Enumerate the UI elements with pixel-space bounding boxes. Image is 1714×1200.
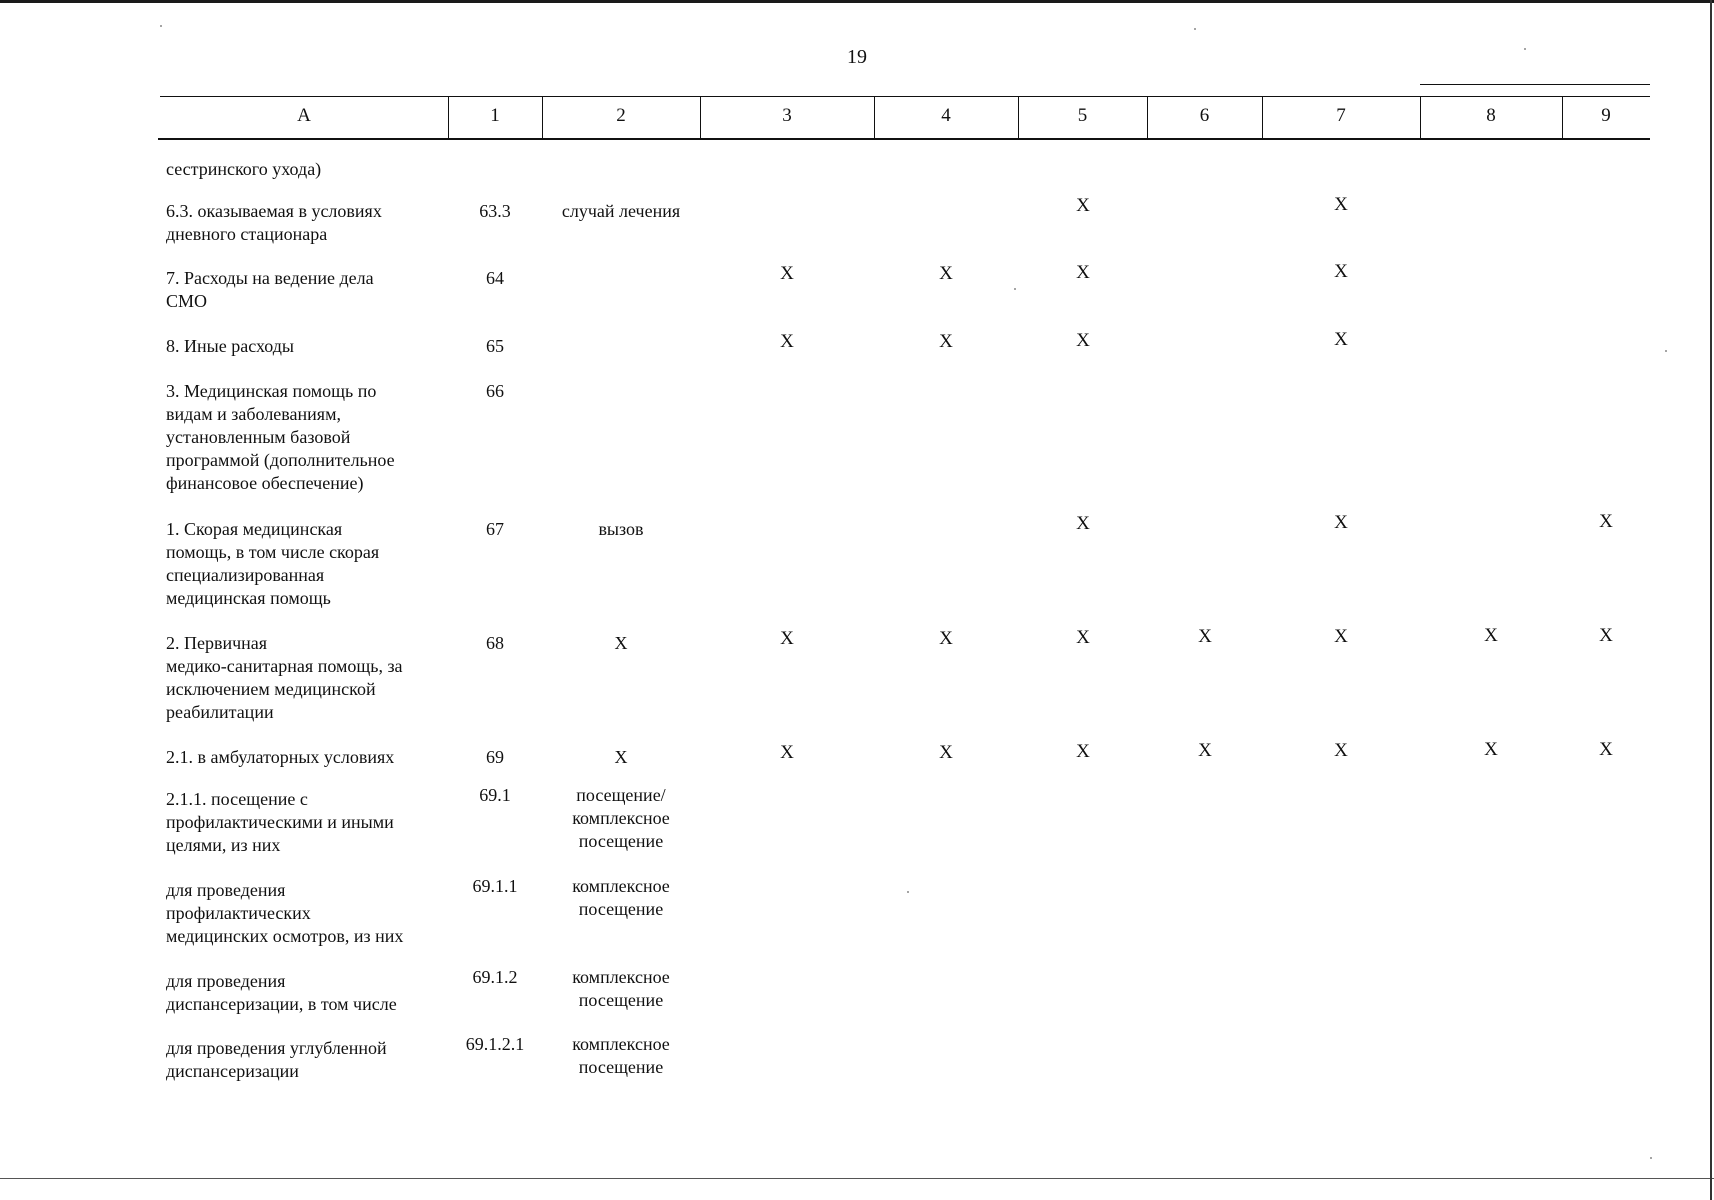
row-name: 3. Медицинская помощь по видам и заболеваниям, установленным базовой программой (дополнительное финансовое обеспечение)	[166, 381, 395, 493]
row-code: 63.3	[479, 201, 511, 221]
row-code: 66	[486, 381, 504, 401]
cross-mark: X	[939, 741, 953, 763]
row-code: 64	[486, 268, 504, 288]
row-code: 67	[486, 519, 504, 539]
row-name: 2.1.1. посещение с профилактическими и иными целями, из них	[166, 789, 394, 855]
header-cell: А	[297, 105, 311, 126]
header-cell: 5	[1077, 105, 1088, 126]
scan-speck	[1194, 28, 1196, 30]
header-cell: 1	[490, 105, 500, 126]
header-cell: 4	[941, 105, 951, 126]
row-name: для проведения углубленной диспансеризации	[166, 1038, 387, 1081]
row-unit: вызов	[598, 519, 644, 539]
scan-speck	[1665, 350, 1667, 352]
row-name: 2.1. в амбулаторных условиях	[166, 747, 395, 767]
row-name: для проведения диспансеризации, в том числе	[166, 971, 397, 1014]
cross-mark: X	[1076, 513, 1090, 534]
cross-mark: X	[939, 627, 953, 649]
row-unit: случай лечения	[561, 201, 681, 221]
cross-mark: X	[1334, 739, 1348, 761]
scan-edge-top	[0, 0, 1714, 3]
row-code: 65	[486, 336, 504, 356]
cross-mark: X	[1076, 741, 1090, 762]
cross-mark: X	[1599, 738, 1613, 760]
header-cell: 9	[1601, 105, 1611, 126]
row-unit: X	[614, 633, 628, 653]
header-cell: 2	[616, 105, 626, 126]
cross-mark: X	[1076, 262, 1090, 283]
row-name: для проведения профилактических медицинских осмотров, из них	[166, 880, 404, 946]
row-name: 1. Скорая медицинская помощь, в том числе скорая специализированная медицинская помощь	[166, 519, 380, 608]
cross-mark: X	[780, 742, 794, 764]
cross-mark: X	[780, 628, 794, 650]
row-code: 69.1.2.1	[465, 1034, 525, 1054]
row-code: 69.1.1	[472, 876, 518, 896]
scan-speck	[1650, 1157, 1652, 1159]
row-name: 6.3. оказываемая в условиях дневного стационара	[166, 201, 382, 244]
cross-mark: X	[1076, 195, 1090, 216]
header-cell: 6	[1199, 105, 1210, 126]
cross-mark: X	[939, 330, 953, 352]
cross-mark: X	[1076, 330, 1090, 351]
scan-edge-right	[1710, 0, 1712, 1200]
cross-mark: X	[1334, 625, 1348, 647]
cross-mark: X	[1334, 260, 1348, 282]
scan-speck	[1014, 288, 1016, 290]
row-code: 69.1.2	[472, 967, 518, 987]
cross-mark: X	[1198, 626, 1212, 648]
table-top-rule-right	[1420, 84, 1650, 85]
header-cell: 3	[782, 105, 792, 126]
row-unit: комплексное посещение	[572, 876, 670, 919]
row-name: 7. Расходы на ведение дела СМО	[166, 268, 374, 311]
cross-mark: X	[1484, 625, 1498, 647]
cross-mark: X	[780, 331, 794, 353]
header-cell: 8	[1486, 105, 1496, 126]
row-name: сестринского ухода)	[166, 159, 322, 179]
row-code: 68	[486, 633, 504, 653]
cross-mark: X	[1484, 739, 1498, 761]
cross-mark: X	[939, 262, 953, 284]
row-unit: комплексное посещение	[572, 1034, 670, 1077]
cross-mark: X	[780, 263, 794, 285]
cross-mark: X	[1334, 511, 1348, 533]
row-unit: комплексное посещение	[572, 967, 670, 1010]
cross-mark: X	[1198, 740, 1212, 762]
row-name: 8. Иные расходы	[166, 336, 295, 356]
page-number: 19	[847, 46, 867, 68]
scan-edge-bottom	[0, 1178, 1714, 1179]
cross-mark: X	[1334, 328, 1348, 350]
row-unit: посещение/ комплексное посещение	[572, 785, 670, 851]
cross-mark: X	[1599, 624, 1613, 646]
scan-speck	[160, 25, 162, 27]
scan-speck	[907, 891, 909, 893]
row-code: 69.1	[479, 785, 511, 805]
cross-mark: X	[1076, 627, 1090, 648]
cross-mark: X	[1599, 510, 1613, 532]
header-cell: 7	[1336, 105, 1346, 126]
cross-mark: X	[1334, 193, 1348, 215]
row-name: 2. Первичная медико-санитарная помощь, за исключением медицинской реабилитации	[166, 633, 403, 722]
scan-speck	[1524, 48, 1526, 50]
row-unit: X	[614, 747, 628, 767]
header-bottom-rule	[158, 138, 1650, 140]
row-code: 69	[486, 747, 504, 767]
